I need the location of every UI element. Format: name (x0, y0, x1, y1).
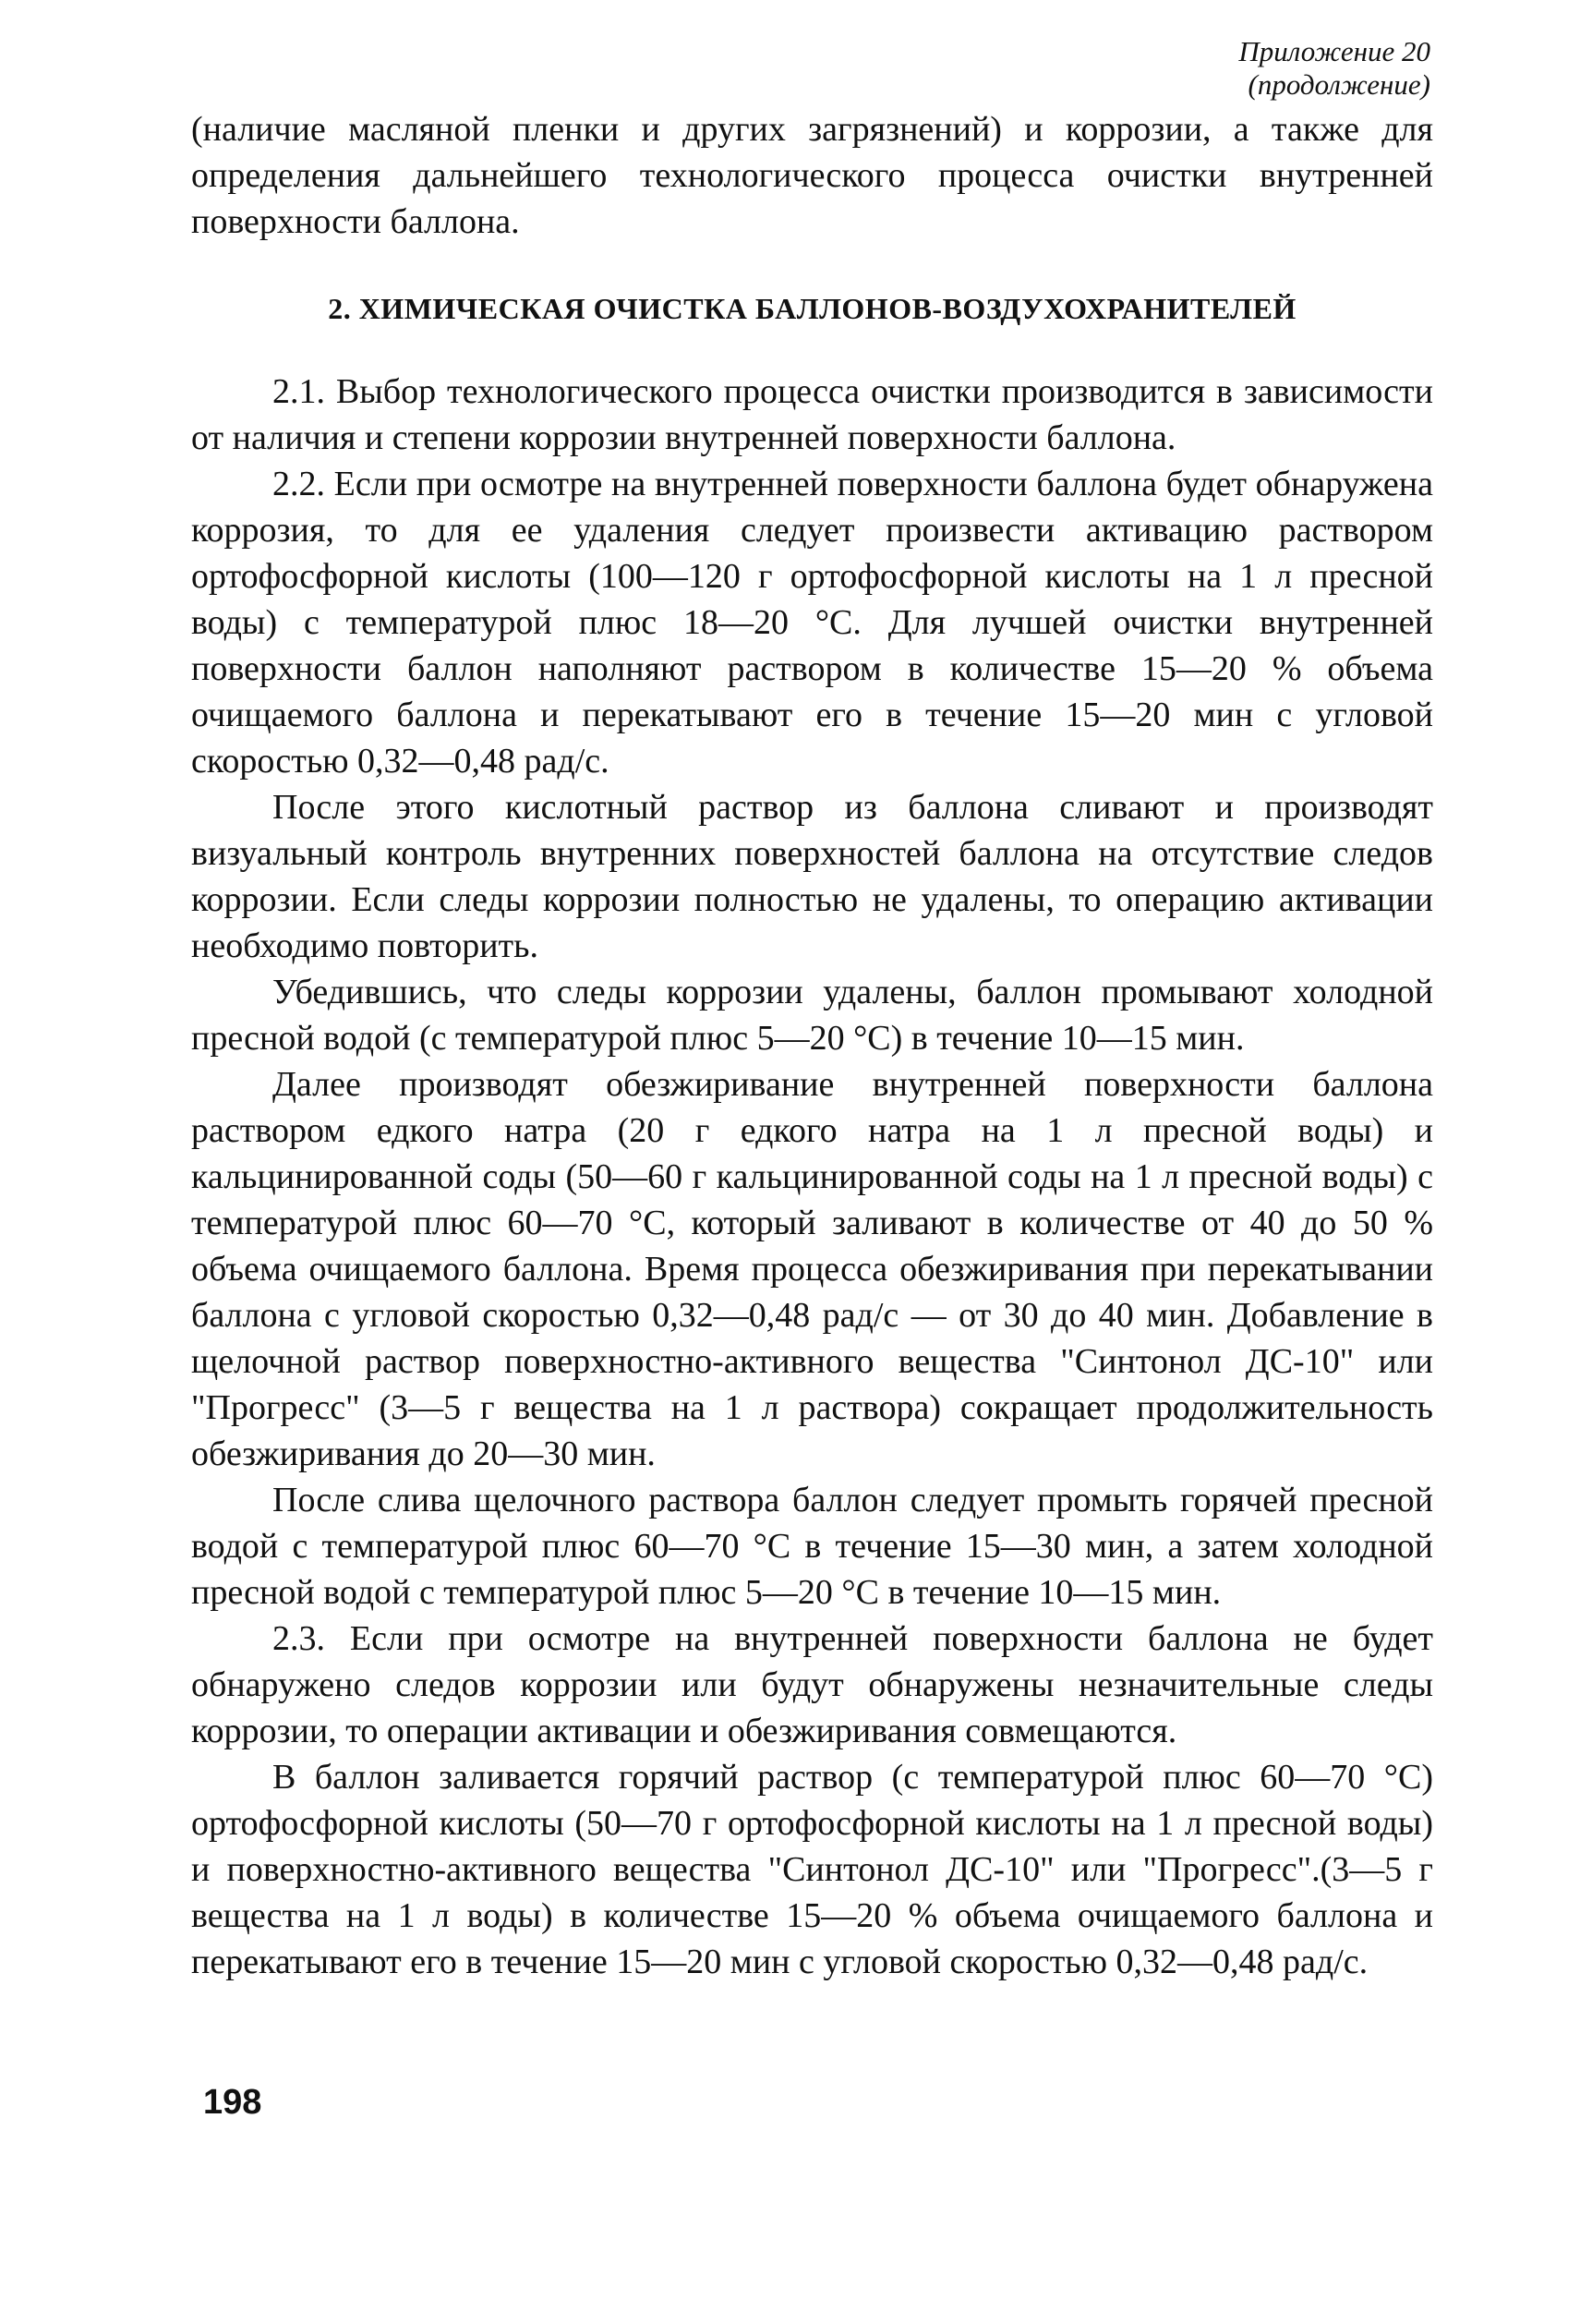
paragraph-hot-rinse: После слива щелочного раствора баллон следует промыть горячей пресной водой с температурой плюс 60—70 °С в течение 15—30 мин, а затем холодной пресной водой с температурой плюс 5—20 °С в течение 10—15 мин. (191, 1481, 1433, 1612)
paragraph-combined-process: В баллон заливается горячий раствор (с температурой плюс 60—70 °С) ортофосфорной кислоты (50—70 г ортофосфорной кислоты на 1 л пресной воды) и поверхностно-активного вещества "Синтонол ДС-10" или "Прогресс".(3—5 г вещества на 1 л воды) в количестве 15—20 % объема очищаемого баллона и перекатывают его в течение 15—20 мин с угловой скоростью 0,32—0,48 рад/с. (191, 1758, 1433, 1981)
section-heading: 2. ХИМИЧЕСКАЯ ОЧИСТКА БАЛЛОНОВ-ВОЗДУХОХРАНИТЕЛЕЙ (328, 292, 1297, 325)
paragraph-degreasing: Далее производят обезжиривание внутренней поверхности баллона раствором едкого натра (20 г едкого натра на 1 л пресной воды) и кальцинированной соды (50—60 г кальцинированной соды на 1 л пресной воды) с температурой плюс 60—70 °С, который заливают в количестве от 40 до 50 % объема очищаемого баллона. Время процесса обезжиривания при перекатывании баллона с угловой скоростью 0,32—0,48 рад/с — от 30 до 40 мин. Добавление в щелочной раствор поверхностно-активного вещества "Синтонол ДС-10" или "Прогресс" (3—5 г вещества на 1 л раствора) сокращает продолжительность обезжиривания до 20—30 мин. (191, 1065, 1433, 1473)
paragraph-2-1: 2.1. Выбор технологического процесса очистки производится в зависимости от наличия и степени коррозии внутренней поверхности баллона. (191, 372, 1433, 457)
page-number: 198 (203, 2083, 262, 2122)
paragraph-cold-rinse: Убедившись, что следы коррозии удалены, баллон промывают холодной пресной водой (с температурой плюс 5—20 °С) в течение 10—15 мин. (191, 973, 1433, 1058)
paragraph-2-2: 2.2. Если при осмотре на внутренней поверхности баллона будет обнаружена коррозия, то для ее удаления следует произвести активацию раствором ортофосфорной кислоты (100—120 г ортофосфорной кислоты на 1 л пресной воды) с температурой плюс 18—20 °С. Для лучшей очистки внутренней поверхности баллон наполняют раствором в количестве 15—20 % объема очищаемого баллона и перекатывают его в течение 15—20 мин с угловой скоростью 0,32—0,48 рад/с. (191, 465, 1433, 781)
appendix-note (1238, 35, 1430, 102)
continued-label: (продолжение) (1248, 68, 1430, 101)
document-body (191, 106, 1433, 1985)
intro-paragraph: (наличие масляной пленки и других загрязнений) и коррозии, а также для определения дальнейшего технологического процесса очистки внутренней поверхности баллона. (191, 110, 1433, 241)
paragraph-acid-drain: После этого кислотный раствор из баллона сливают и производят визуальный контроль внутренних поверхностей баллона на отсутствие следов коррозии. Если следы коррозии полностью не удалены, то операцию активации необходимо повторить. (191, 788, 1433, 965)
appendix-label: Приложение 20 (1238, 35, 1430, 67)
paragraph-2-3: 2.3. Если при осмотре на внутренней поверхности баллона не будет обнаружено следов коррозии или будут обнаружены незначительные следы коррозии, то операции активации и обезжиривания совмещаются. (191, 1619, 1433, 1750)
